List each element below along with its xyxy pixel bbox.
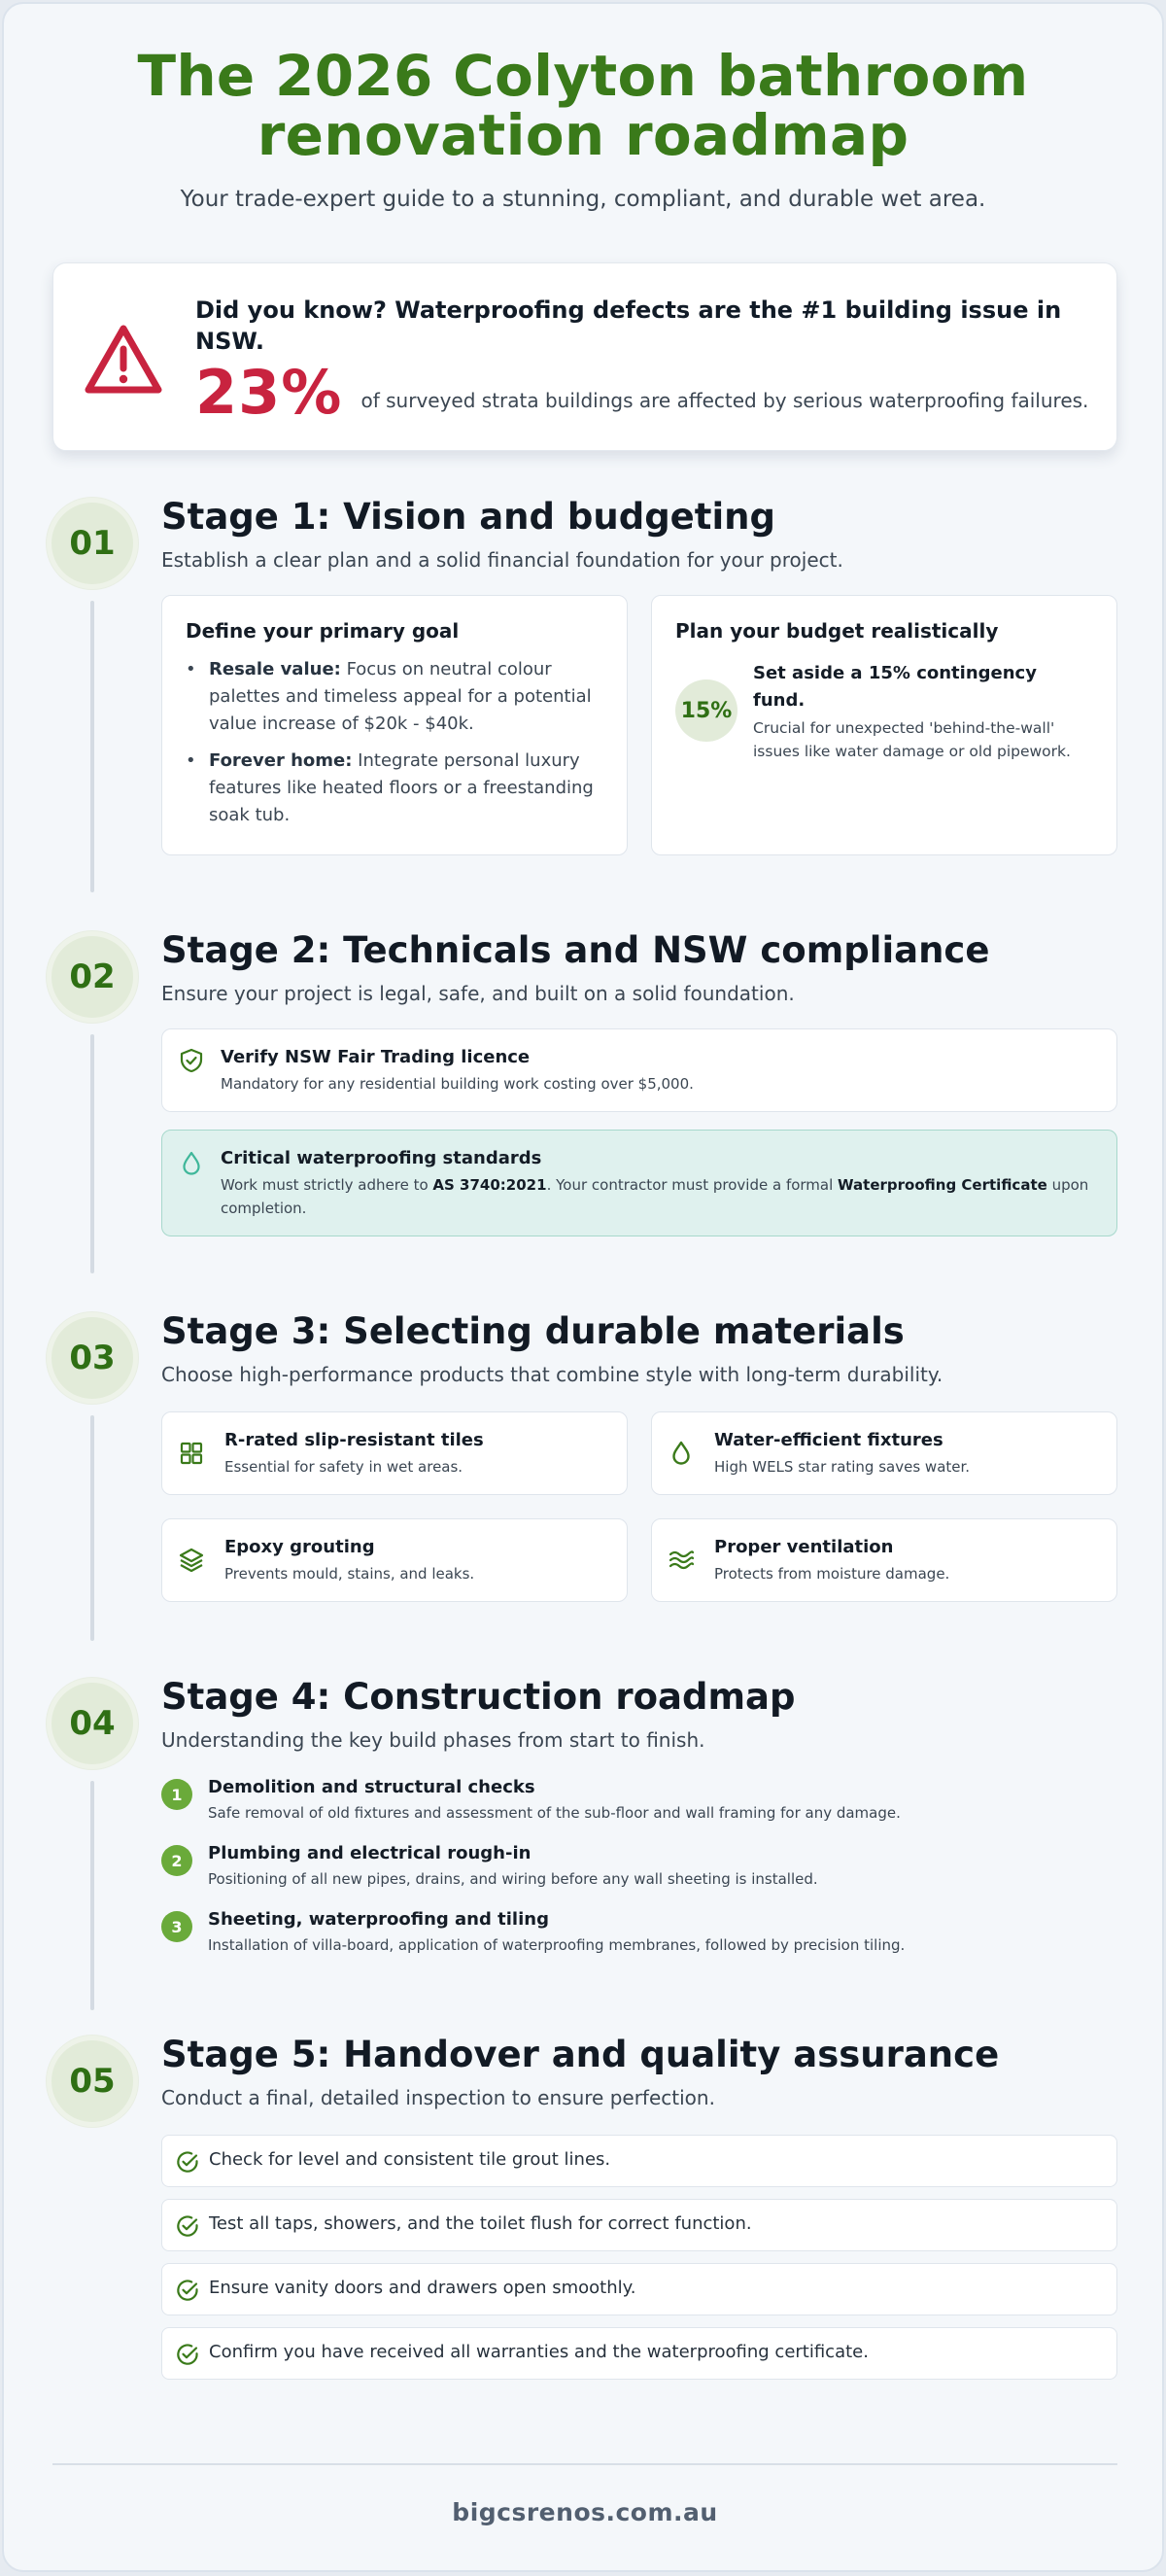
material-card (161, 1411, 628, 1495)
material-card (161, 1518, 628, 1602)
stage-title: Stage 3: Selecting durable materials (161, 1310, 905, 1352)
timeline-line (90, 1034, 94, 1273)
step-number: 1 (161, 1779, 192, 1810)
material-title: Proper ventilation (714, 1537, 894, 1557)
timeline-line (90, 1781, 94, 2010)
stage-3 (4, 1305, 1164, 1654)
page-title (4, 43, 1162, 168)
check-circle-icon (174, 2148, 201, 2176)
title-line-2: renovation roadmap (257, 102, 909, 168)
material-text: Prevents mould, stains, and leaks. (224, 1565, 475, 1583)
goal-item-text: Integrate personal luxury features like heated floors or a freestanding soak tub. (209, 750, 594, 825)
stat-text: of surveyed strata buildings are affected by serious waterproofing failures. (360, 388, 1089, 412)
contingency-percent-badge: 15% (675, 679, 737, 742)
shield-check-icon (178, 1047, 205, 1074)
stage-number-badge: 01 (47, 498, 138, 589)
waterproofing-title: Critical waterproofing standards (221, 1148, 542, 1168)
water-drop-icon (178, 1150, 205, 1177)
title-line-1: The 2026 Colyton bathroom (137, 43, 1029, 109)
waterproofing-card (161, 1130, 1117, 1236)
wp-text-after: upon completion. (221, 1176, 1089, 1217)
hero (4, 4, 1162, 212)
step-title: Plumbing and electrical rough-in (208, 1843, 532, 1863)
layers-icon (178, 1547, 205, 1574)
stage-title: Stage 4: Construction roadmap (161, 1676, 796, 1718)
checklist-item (161, 2327, 1117, 2380)
contingency-heading: Set aside a 15% contingency fund. (753, 663, 1037, 711)
checklist-text: Ensure vanity doors and drawers open smoothly. (209, 2278, 636, 2298)
stage-description: Choose high-performance products that combine style with long-term durability. (161, 1363, 943, 1386)
material-title: Water-efficient fixtures (714, 1430, 943, 1450)
timeline-line (90, 1415, 94, 1641)
check-circle-icon (174, 2341, 201, 2368)
material-text: Essential for safety in wet areas. (224, 1458, 463, 1476)
stage-description: Ensure your project is legal, safe, and built on a solid foundation. (161, 982, 795, 1005)
stage-description: Conduct a final, detailed inspection to ensure perfection. (161, 2086, 715, 2109)
alert-stat (195, 357, 1109, 428)
budget-card (651, 595, 1117, 855)
wp-standard: AS 3740:2021 (432, 1176, 547, 1194)
goal-card-title: Define your primary goal (186, 619, 460, 643)
step-text: Positioning of all new pipes, drains, and wiring before any wall sheeting is installed. (208, 1870, 818, 1888)
goal-item-label: Resale value: (209, 659, 341, 679)
grid-tiles-icon (178, 1440, 205, 1467)
checklist-item (161, 2199, 1117, 2251)
did-you-know-card (52, 262, 1117, 451)
stage-4 (4, 1670, 1164, 2020)
wp-text-middle: . Your contractor must provide a formal (546, 1176, 839, 1194)
list-item (186, 656, 603, 738)
water-drop-icon (668, 1440, 695, 1467)
check-circle-icon (174, 2212, 201, 2240)
step-text: Installation of villa-board, application of waterproofing membranes, followed by precision tiling. (208, 1936, 906, 1954)
goal-card (161, 595, 628, 855)
stage-title: Stage 2: Technicals and NSW compliance (161, 929, 990, 971)
step-title: Sheeting, waterproofing and tiling (208, 1909, 549, 1930)
material-title: R-rated slip-resistant tiles (224, 1430, 484, 1450)
checklist-text: Check for level and consistent tile grout lines. (209, 2149, 611, 2170)
checklist-item (161, 2263, 1117, 2315)
contingency-text: Crucial for unexpected 'behind-the-wall' issues like water damage or old pipework. (753, 719, 1071, 760)
goal-list (186, 656, 603, 829)
budget-card-title: Plan your budget realistically (675, 619, 999, 643)
list-item (186, 748, 603, 829)
page-subtitle: Your trade-expert guide to a stunning, compliant, and durable wet area. (180, 187, 986, 212)
wp-certificate: Waterproofing Certificate (838, 1176, 1047, 1194)
warning-triangle-icon (85, 324, 162, 396)
stage-number-badge: 02 (47, 931, 138, 1023)
checklist-item (161, 2135, 1117, 2187)
footer-website: bigcsrenos.com.au (452, 2498, 718, 2526)
step-number: 2 (161, 1845, 192, 1876)
step-number: 3 (161, 1911, 192, 1942)
goal-item-text: Focus on neutral colour palettes and timeless appeal for a potential value increase of $20k - $40k. (209, 659, 592, 734)
stage-number-badge: 05 (47, 2036, 138, 2127)
timeline-line (90, 601, 94, 892)
step-text: Safe removal of old fixtures and assessment of the sub-floor and wall framing for any damage. (208, 1804, 901, 1822)
infographic-page (2, 2, 1164, 2572)
licence-title: Verify NSW Fair Trading licence (221, 1047, 531, 1067)
material-card (651, 1518, 1117, 1602)
licence-text: Mandatory for any residential building work costing over $5,000. (221, 1075, 694, 1093)
stage-1 (4, 490, 1164, 908)
stage-5 (4, 2028, 1164, 2436)
footer-divider (52, 2463, 1117, 2465)
licence-card (161, 1028, 1117, 1112)
waterproofing-text (221, 1173, 1095, 1220)
stage-description: Establish a clear plan and a solid financial foundation for your project. (161, 548, 843, 572)
check-circle-icon (174, 2277, 201, 2304)
checklist-text: Test all taps, showers, and the toilet flush for correct function. (209, 2213, 752, 2234)
step-title: Demolition and structural checks (208, 1777, 535, 1797)
material-text: High WELS star rating saves water. (714, 1458, 971, 1476)
checklist-text: Confirm you have received all warranties and the waterproofing certificate. (209, 2342, 869, 2362)
alert-headline: Did you know? Waterproofing defects are the #1 building issue in NSW. (195, 296, 1062, 355)
stage-title: Stage 5: Handover and quality assurance (161, 2034, 1000, 2075)
goal-item-label: Forever home: (209, 750, 353, 771)
stage-description: Understanding the key build phases from start to finish. (161, 1728, 705, 1752)
material-text: Protects from moisture damage. (714, 1565, 950, 1583)
stage-number-badge: 04 (47, 1678, 138, 1769)
airflow-icon (668, 1547, 695, 1574)
stat-value: 23% (195, 357, 343, 428)
material-card (651, 1411, 1117, 1495)
material-title: Epoxy grouting (224, 1537, 375, 1557)
wp-text-before: Work must strictly adhere to (221, 1176, 433, 1194)
stage-title: Stage 1: Vision and budgeting (161, 496, 775, 538)
stage-number-badge: 03 (47, 1312, 138, 1404)
stage-2 (4, 923, 1164, 1293)
